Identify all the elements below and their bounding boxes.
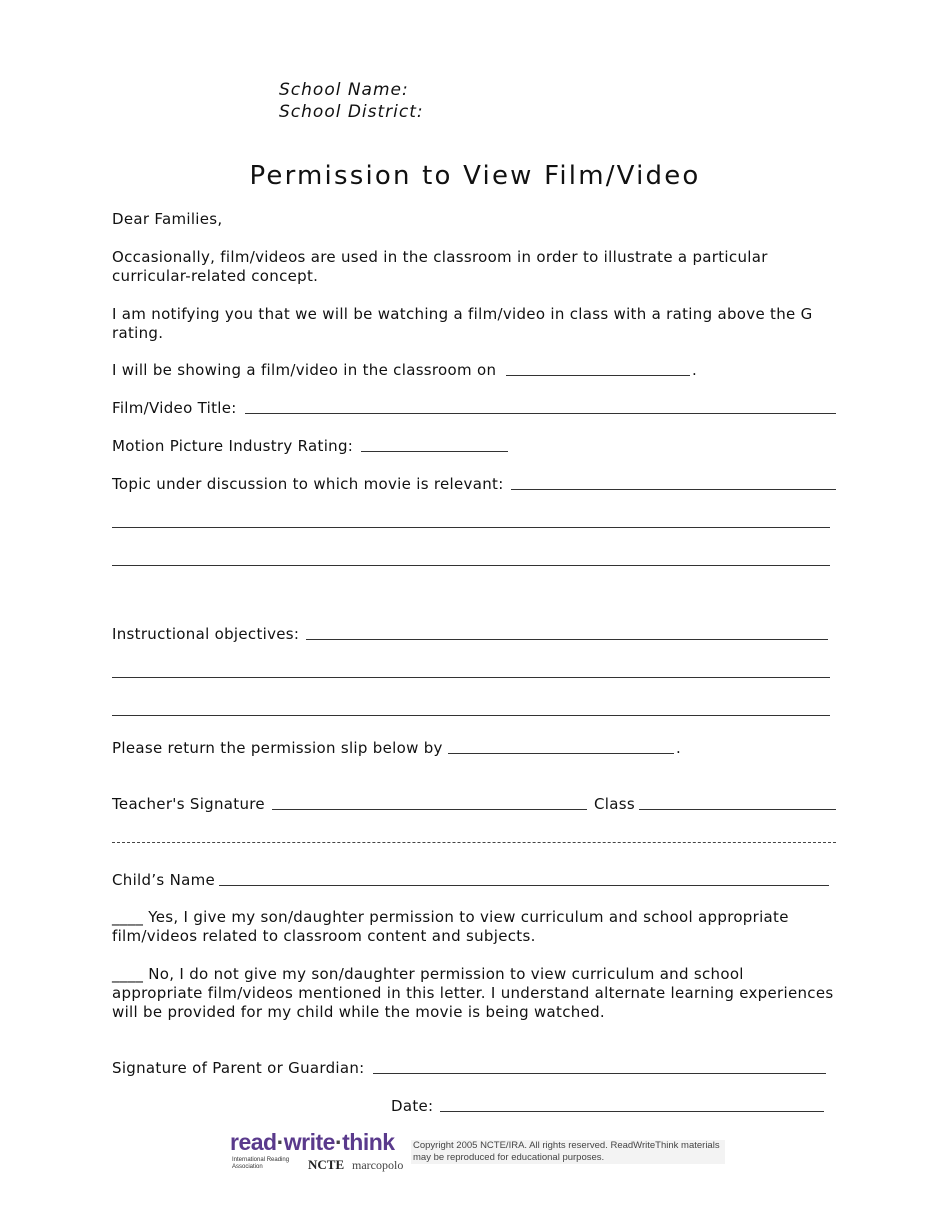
cut-line-divider <box>112 842 836 843</box>
parent-signature-label: Signature of Parent or Guardian: <box>112 1059 365 1077</box>
copyright-notice: Copyright 2005 NCTE/IRA. All rights reserved. ReadWriteThink materials may be reproduced for educational purposes. <box>411 1140 725 1164</box>
consent-no-blank[interactable]: ____ <box>112 965 144 983</box>
film-title-blank[interactable] <box>245 400 836 414</box>
showing-date-period: . <box>692 361 698 379</box>
school-district-label: School District: <box>279 102 424 122</box>
child-name-blank[interactable] <box>219 872 829 886</box>
consent-no-text: No, I do not give my son/daughter permission to view curriculum and school appropriate film/videos mentioned in this letter. I understand alternate learning experiences will be provided for my child while the movie is being watched. <box>112 965 834 1021</box>
film-title-label: Film/Video Title: <box>112 399 237 417</box>
readwritethink-logo <box>230 1129 408 1175</box>
teacher-signature-blank[interactable] <box>272 796 587 810</box>
rating-blank[interactable] <box>361 438 508 452</box>
greeting: Dear Families, <box>112 210 223 228</box>
logo-marcopolo: marcopolo <box>352 1158 404 1172</box>
date-label: Date: <box>391 1097 434 1115</box>
return-by-label: Please return the permission slip below by <box>112 739 443 757</box>
class-blank[interactable] <box>639 796 836 810</box>
logo-wordmark: read·write·think <box>230 1129 395 1155</box>
return-by-blank[interactable] <box>448 740 674 754</box>
consent-no-option[interactable] <box>112 965 838 1022</box>
date-blank[interactable] <box>440 1098 824 1112</box>
paragraph-notice: I am notifying you that we will be watching a film/video in class with a rating above the G rating. <box>112 305 813 342</box>
paragraph-intro: Occasionally, film/videos are used in the classroom in order to illustrate a particular curricular-related concept. <box>112 248 768 285</box>
return-by-period: . <box>676 739 682 757</box>
school-name-label: School Name: <box>279 80 409 100</box>
child-name-label: Child’s Name <box>112 871 216 889</box>
consent-yes-text: Yes, I give my son/daughter permission to view curriculum and school appropriate film/videos related to classroom content and subjects. <box>112 908 789 945</box>
topic-blank-2[interactable] <box>112 514 830 528</box>
consent-yes-blank[interactable]: ____ <box>112 908 144 926</box>
class-label: Class <box>594 795 635 813</box>
logo-ncte: NCTE <box>308 1157 345 1172</box>
consent-yes-option[interactable] <box>112 908 838 946</box>
objectives-blank-2[interactable] <box>112 664 830 678</box>
objectives-blank-3[interactable] <box>112 702 830 716</box>
showing-date-label: I will be showing a film/video in the classroom on <box>112 361 497 379</box>
topic-blank-1[interactable] <box>511 476 836 490</box>
page-title: Permission to View Film/Video <box>249 161 701 191</box>
parent-signature-blank[interactable] <box>373 1060 826 1074</box>
teacher-signature-label: Teacher's Signature <box>112 795 265 813</box>
objectives-label: Instructional objectives: <box>112 625 300 643</box>
showing-date-blank[interactable] <box>506 362 690 376</box>
topic-blank-3[interactable] <box>112 552 830 566</box>
logo-ira: International Reading Association <box>232 1157 290 1170</box>
topic-label: Topic under discussion to which movie is relevant: <box>112 475 504 493</box>
objectives-blank-1[interactable] <box>306 626 828 640</box>
rating-label: Motion Picture Industry Rating: <box>112 437 354 455</box>
